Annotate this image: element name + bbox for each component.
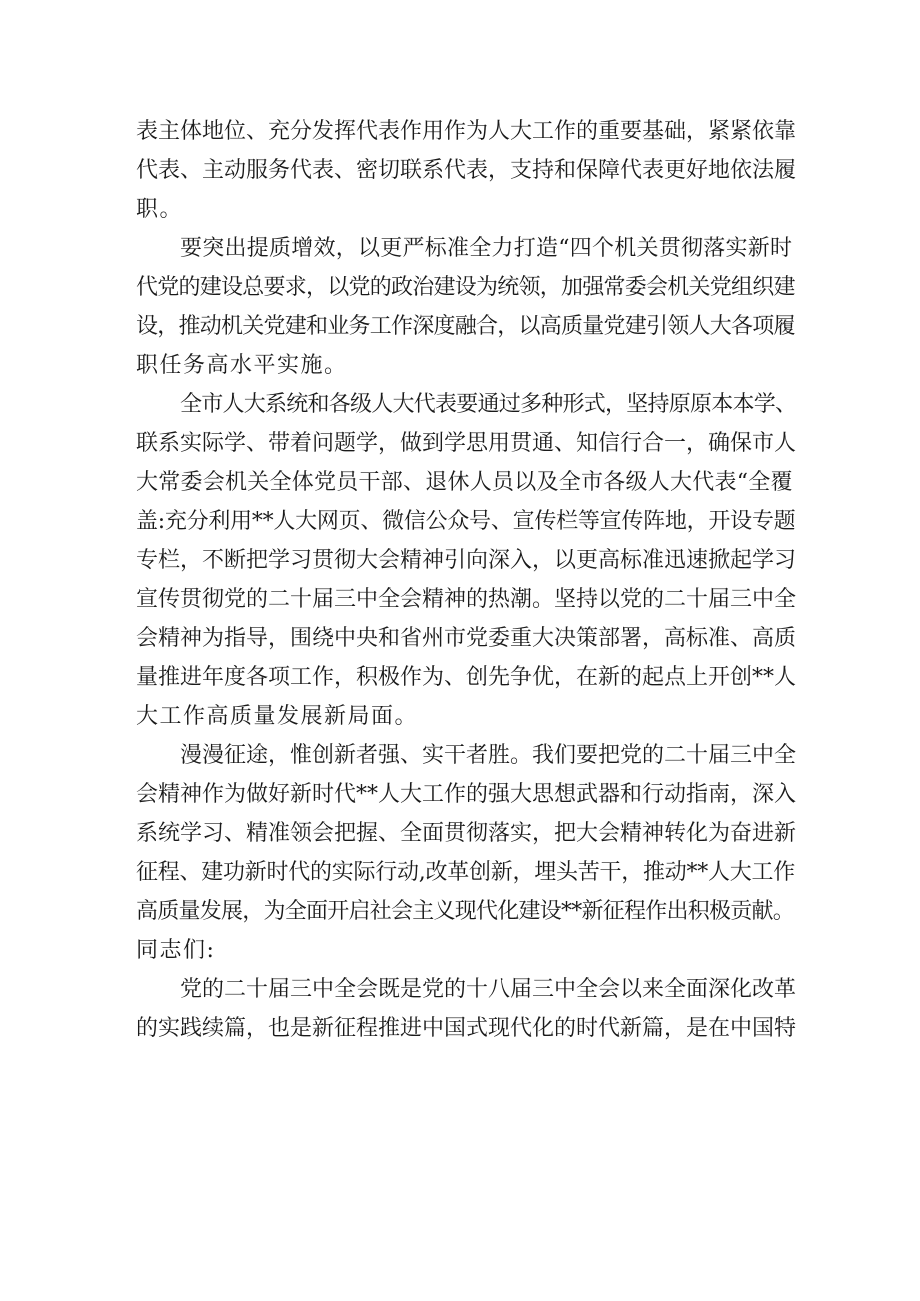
text-line: 宣传贯彻党的二十届三中全会精神的热潮。坚持以党的二十届三中全 xyxy=(136,587,797,612)
text-line: 代表、主动服务代表、密切联系代表，支持和保障代表更好地依法履 xyxy=(136,158,797,183)
paragraph-start-line: 要突出提质增效，以更严标准全力打造“四个机关贯彻落实新时 xyxy=(180,236,793,261)
paragraph-start-line: 漫漫征途，惟创新者强、实干者胜。我们要把党的二十届三中全 xyxy=(180,743,797,768)
text-line: 会精神为指导，围绕中央和省州市党委重大决策部署，高标准、高质 xyxy=(136,626,797,651)
text-line: 专栏，不断把学习贯彻大会精神引向深入，以更高标准迅速掀起学习 xyxy=(136,548,797,573)
text-line: 盖:充分利用**人大网页、微信公众号、宣传栏等宣传阵地，开设专题 xyxy=(136,509,796,534)
text-line: 职任务高水平实施。 xyxy=(136,353,348,378)
paragraph-start-line: 党的二十届三中全会既是党的十八届三中全会以来全面深化改革 xyxy=(180,977,797,1002)
salutation-line: 同志们: xyxy=(136,938,216,963)
text-line: 系统学习、精准领会把握、全面贯彻落实，把大会精神转化为奋进新 xyxy=(136,821,797,846)
text-line: 联系实际学、带着问题学，做到学思用贯通、知信行合一，确保市人 xyxy=(136,431,797,456)
text-line: 职。 xyxy=(136,197,184,222)
text-line: 大常委会机关全体党员干部、退休人员以及全市各级人大代表“全覆 xyxy=(136,470,793,495)
paragraph-start-line: 全市人大系统和各级人大代表要通过多种形式，坚持原原本本学、 xyxy=(180,392,797,417)
text-line: 的实践续篇，也是新征程推进中国式现代化的时代新篇，是在中国特 xyxy=(136,1016,797,1041)
text-line: 征程、建功新时代的实际行动,改革创新，埋头苦干，推动**人大工作 xyxy=(136,860,795,885)
text-line: 量推进年度各项工作，积极作为、创先争优，在新的起点上开创**人 xyxy=(136,665,797,690)
text-line: 大工作高质量发展新局面。 xyxy=(136,704,419,729)
document-body xyxy=(136,112,796,1048)
text-line: 表主体地位、充分发挥代表作用作为人大工作的重要基础，紧紧依靠 xyxy=(136,119,797,144)
text-line: 代党的建设总要求，以党的政治建设为统领，加强常委会机关党组织建 xyxy=(136,275,795,300)
text-line: 会精神作为做好新时代**人大工作的强大思想武器和行动指南，深入 xyxy=(136,782,797,807)
text-line: 设，推动机关党建和业务工作深度融合，以高质量党建引领人大各项履 xyxy=(136,314,795,339)
text-line: 高质量发展，为全面开启社会主义现代化建设**新征程作出积极贡献。 xyxy=(136,899,795,924)
